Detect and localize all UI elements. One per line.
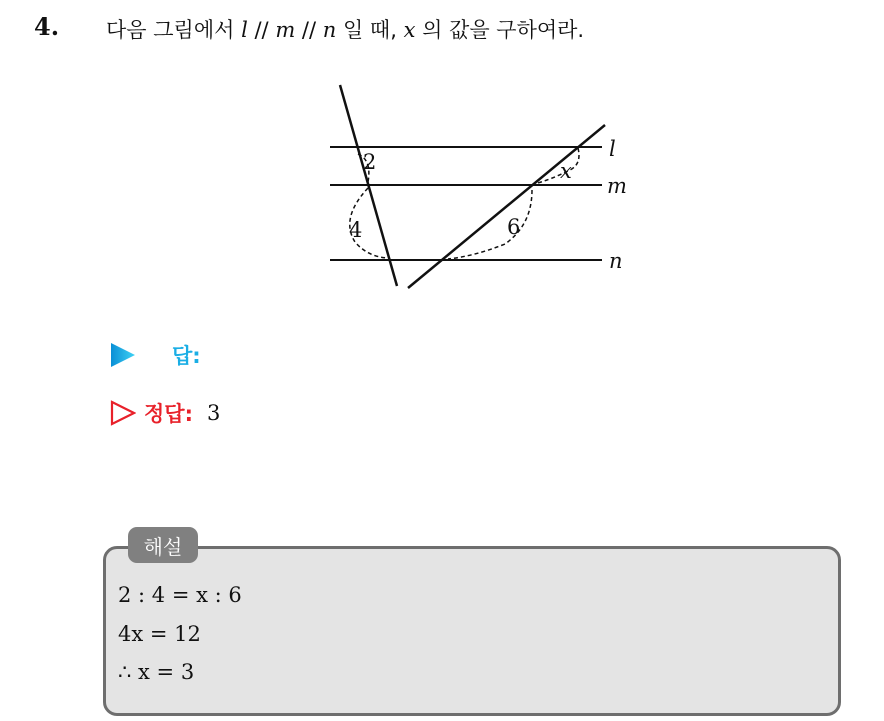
correct-answer-row: [110, 398, 220, 428]
answer-label: 답:: [172, 344, 201, 368]
answer-row: [110, 340, 201, 370]
question-mid: 일 때,: [336, 18, 404, 42]
transversal-right: [408, 125, 605, 288]
parallel-symbol: //: [295, 18, 323, 42]
segment-label-x: x: [560, 159, 572, 183]
correct-answer-value: 3: [206, 401, 221, 425]
segment-label-2: 2: [363, 150, 377, 174]
question-suffix: 의 값을 구하여라.: [415, 18, 585, 42]
figure-svg: [320, 80, 640, 295]
outline-triangle-icon: [110, 399, 136, 427]
symbol-l: l: [241, 18, 248, 42]
parallel-symbol: //: [247, 18, 276, 42]
line-label-m: m: [607, 174, 627, 198]
question-text: [106, 14, 584, 44]
parallel-lines-figure: [320, 80, 640, 295]
solution-box: [103, 546, 841, 716]
symbol-x: x: [403, 18, 416, 42]
symbol-n: n: [322, 18, 337, 42]
correct-answer-label: 정답:: [144, 402, 193, 426]
segment-label-6: 6: [507, 215, 521, 239]
line-label-l: l: [609, 137, 616, 161]
line-label-n: n: [609, 249, 623, 273]
question-number: 4.: [34, 12, 60, 41]
play-triangle-icon: [110, 341, 136, 369]
question-prefix: 다음 그림에서: [106, 18, 242, 42]
solution-line-1: 2 : 4 = x : 6: [118, 583, 242, 607]
solution-line-3: ∴ x = 3: [118, 660, 195, 684]
solution-badge: 해설: [128, 527, 198, 563]
symbol-m: m: [275, 18, 296, 42]
segment-label-4: 4: [349, 218, 363, 242]
solution-line-2: 4x = 12: [118, 622, 201, 646]
